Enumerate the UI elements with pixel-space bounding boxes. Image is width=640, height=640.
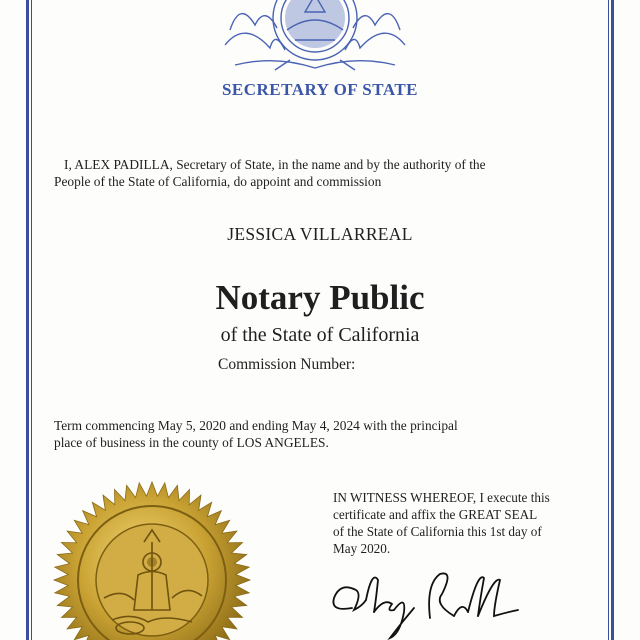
- witness-line: of the State of California this 1st day of: [333, 524, 542, 539]
- signature-icon: [322, 560, 542, 640]
- office-subtitle: of the State of California: [220, 324, 420, 346]
- witness-clause: [333, 489, 573, 557]
- agency-heading: SECRETARY OF STATE: [221, 80, 419, 99]
- term-line: Term commencing May 5, 2020 and ending May 4, 2024 with the principal: [54, 418, 458, 433]
- witness-line: certificate and affix the GREAT SEAL: [333, 507, 538, 522]
- appointment-line: I, ALEX PADILLA, Secretary of State, in the name and by the authority of the: [64, 157, 486, 172]
- state-seal-blue-icon: [215, 0, 415, 80]
- term-line: place of business in the county of LOS ANGELES.: [54, 434, 329, 450]
- commission-label: Commission Number:: [218, 356, 356, 373]
- great-seal-gold-icon: [52, 480, 252, 640]
- appointment-line: People of the State of California, do appoint and commission: [54, 173, 382, 189]
- office-title: Notary Public: [215, 278, 425, 317]
- appointment-paragraph: [54, 157, 554, 190]
- appointee-name: JESSICA VILLARREAL: [227, 224, 413, 244]
- witness-line: IN WITNESS WHEREOF, I execute this: [333, 490, 550, 505]
- term-paragraph: [54, 418, 554, 451]
- witness-line: May 2020.: [333, 541, 391, 556]
